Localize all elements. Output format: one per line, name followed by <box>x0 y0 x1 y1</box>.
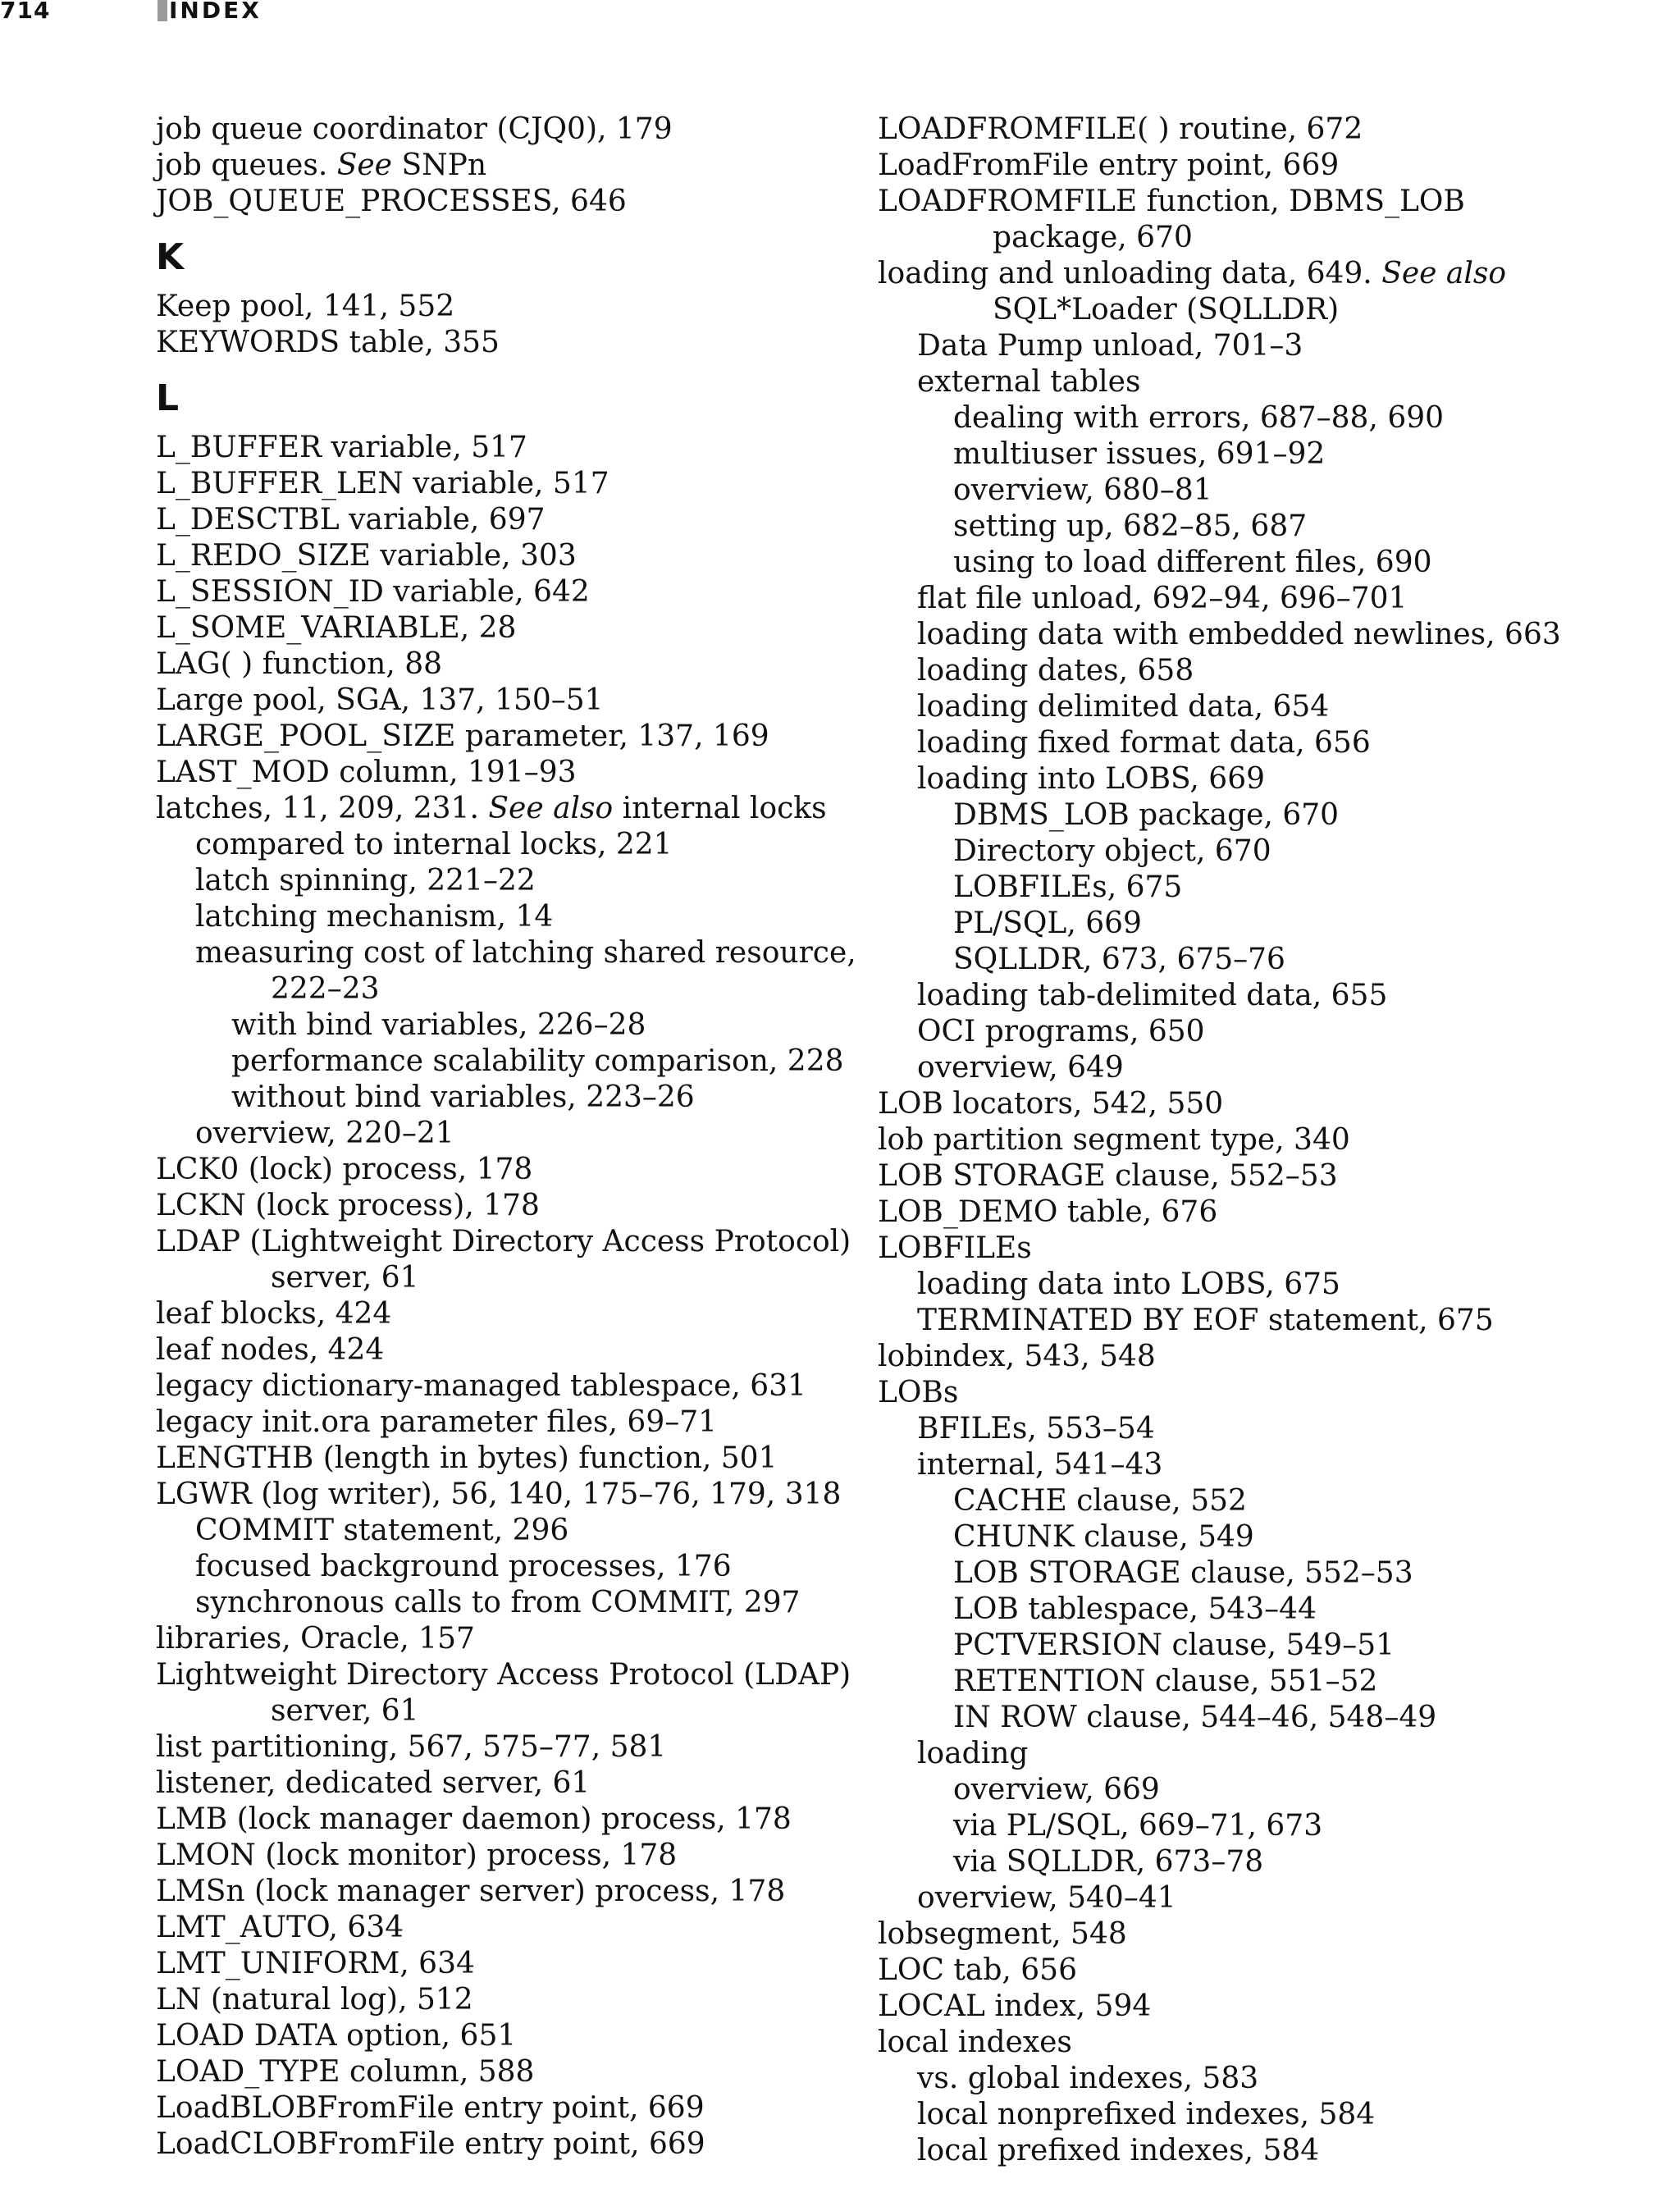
index-entry: leaf nodes, 424 <box>156 1333 385 1367</box>
index-subsubentry: setting up, 682–85, 687 <box>953 509 1308 543</box>
index-subentry: latching mechanism, 14 <box>195 900 554 934</box>
index-subentry: loading fixed format data, 656 <box>917 726 1371 760</box>
index-subentry: loading data into LOBS, 675 <box>917 1268 1340 1301</box>
index-entry: LMON (lock monitor) process, 178 <box>156 1838 678 1872</box>
index-subsubentry: dealing with errors, 687–88, 690 <box>953 401 1445 435</box>
index-entry-continuation: server, 61 <box>271 1694 419 1728</box>
index-entry: job queue coordinator (CJQ0), 179 <box>156 112 673 146</box>
index-entry-continuation: package, 670 <box>993 221 1193 254</box>
index-subentry: overview, 649 <box>917 1051 1124 1085</box>
index-entry: local indexes <box>878 2026 1072 2059</box>
index-subentry: loading <box>917 1737 1029 1770</box>
index-entry: list partitioning, 567, 575–77, 581 <box>156 1730 667 1764</box>
index-entry: listener, dedicated server, 61 <box>156 1766 591 1800</box>
index-entry: LMB (lock manager daemon) process, 178 <box>156 1802 792 1836</box>
index-entry: LOAD DATA option, 651 <box>156 2019 517 2053</box>
see-also-reference: See also <box>1381 257 1507 290</box>
index-subsubentry: via SQLLDR, 673–78 <box>953 1845 1264 1879</box>
index-entry: Lightweight Directory Access Protocol (LDAP) <box>156 1658 851 1692</box>
index-subentry: vs. global indexes, 583 <box>917 2062 1259 2095</box>
index-entry: Keep pool, 141, 552 <box>156 290 455 323</box>
index-entry: LoadFromFile entry point, 669 <box>878 148 1340 182</box>
index-subsubentry: IN ROW clause, 544–46, 548–49 <box>953 1701 1437 1734</box>
entry-text: job queues. <box>156 148 337 182</box>
index-entry: LMT_UNIFORM, 634 <box>156 1947 475 1980</box>
index-subsubentry: multiuser issues, 691–92 <box>953 437 1326 471</box>
index-entry: lobindex, 543, 548 <box>878 1340 1156 1373</box>
index-subentry: loading tab-delimited data, 655 <box>917 979 1388 1012</box>
index-entry: LoadCLOBFromFile entry point, 669 <box>156 2127 705 2161</box>
index-subsubentry: LOB STORAGE clause, 552–53 <box>953 1556 1413 1590</box>
index-subentry: COMMIT statement, 296 <box>195 1514 569 1547</box>
index-subsubentry: CACHE clause, 552 <box>953 1484 1247 1518</box>
index-subsubentry: Directory object, 670 <box>953 834 1271 868</box>
index-subsubentry: CHUNK clause, 549 <box>953 1520 1254 1554</box>
entry-text: latches, 11, 209, 231. <box>156 792 489 825</box>
index-entry: LGWR (log writer), 56, 140, 175–76, 179, 318 <box>156 1478 842 1511</box>
index-subsubentry: overview, 669 <box>953 1773 1160 1806</box>
index-entry <box>156 148 861 184</box>
index-entry: LDAP (Lightweight Directory Access Protocol) <box>156 1225 851 1258</box>
index-entry: LN (natural log), 512 <box>156 1983 473 2017</box>
index-entry <box>156 791 861 827</box>
index-subentry: external tables <box>917 365 1141 399</box>
index-subsubentry: without bind variables, 223–26 <box>231 1080 695 1114</box>
index-entry: leaf blocks, 424 <box>156 1297 392 1331</box>
index-entry: L_BUFFER variable, 517 <box>156 431 527 464</box>
index-entry: LoadBLOBFromFile entry point, 669 <box>156 2091 705 2125</box>
index-entry: legacy dictionary-managed tablespace, 631 <box>156 1369 806 1403</box>
index-entry: LOBs <box>878 1376 959 1409</box>
see-reference: See <box>336 148 392 182</box>
index-entry: LOB_DEMO table, 676 <box>878 1195 1218 1229</box>
index-subentry: loading dates, 658 <box>917 654 1194 687</box>
index-entry: JOB_QUEUE_PROCESSES, 646 <box>156 185 627 218</box>
index-entry <box>878 256 1616 292</box>
letter-heading-k: K <box>156 236 185 278</box>
index-entry: L_BUFFER_LEN variable, 517 <box>156 467 609 500</box>
index-subentry: measuring cost of latching shared resource, <box>195 936 856 970</box>
see-also-reference: See also <box>488 792 614 825</box>
index-subsubentry: RETENTION clause, 551–52 <box>953 1665 1378 1698</box>
index-entry-continuation: SQL*Loader (SQLLDR) <box>993 293 1340 327</box>
index-subentry: Data Pump unload, 701–3 <box>917 329 1303 363</box>
index-column-right <box>878 112 1616 2169</box>
index-subentry: compared to internal locks, 221 <box>195 828 673 861</box>
index-subsubentry: via PL/SQL, 669–71, 673 <box>953 1809 1323 1843</box>
index-subsubentry: using to load different files, 690 <box>953 546 1432 579</box>
entry-text: SNPn <box>392 148 487 182</box>
index-entry: legacy init.ora parameter files, 69–71 <box>156 1405 718 1439</box>
index-subsubentry: SQLLDR, 673, 675–76 <box>953 943 1285 976</box>
index-entry: LOBFILEs <box>878 1231 1032 1265</box>
index-entry: LARGE_POOL_SIZE parameter, 137, 169 <box>156 719 769 753</box>
index-subsubentry: PL/SQL, 669 <box>953 907 1142 940</box>
index-entry: LOADFROMFILE( ) routine, 672 <box>878 112 1363 146</box>
index-subentry: overview, 220–21 <box>195 1117 454 1150</box>
index-subentry: focused background processes, 176 <box>195 1550 732 1583</box>
page-number: 714 <box>0 0 51 24</box>
letter-heading-l: L <box>156 377 180 419</box>
index-subentry: TERMINATED BY EOF statement, 675 <box>917 1304 1494 1337</box>
index-entry: LOB STORAGE clause, 552–53 <box>878 1159 1338 1193</box>
index-entry: LCKN (lock process), 178 <box>156 1189 540 1222</box>
index-subentry: loading delimited data, 654 <box>917 690 1330 724</box>
index-entry: LOCAL index, 594 <box>878 1989 1152 2023</box>
index-subentry: local prefixed indexes, 584 <box>917 2134 1320 2167</box>
index-subsubentry: performance scalability comparison, 228 <box>231 1044 844 1078</box>
index-entry-continuation: 222–23 <box>271 972 380 1006</box>
index-subentry: internal, 541–43 <box>917 1448 1163 1482</box>
index-subentry: OCI programs, 650 <box>917 1015 1205 1048</box>
index-entry: L_DESCTBL variable, 697 <box>156 503 546 537</box>
index-subentry: local nonprefixed indexes, 584 <box>917 2098 1376 2131</box>
index-entry: LENGTHB (length in bytes) function, 501 <box>156 1441 778 1475</box>
index-entry: L_REDO_SIZE variable, 303 <box>156 539 577 573</box>
index-subsubentry: DBMS_LOB package, 670 <box>953 798 1340 832</box>
index-subentry: latch spinning, 221–22 <box>195 864 536 898</box>
page-header <box>0 0 1680 33</box>
index-subentry: flat file unload, 692–94, 696–701 <box>917 582 1408 615</box>
index-entry: lobsegment, 548 <box>878 1917 1127 1951</box>
index-subentry: loading data with embedded newlines, 663 <box>917 618 1561 651</box>
entry-text: internal locks <box>613 792 827 825</box>
index-column-left <box>156 112 861 2163</box>
index-entry: LOB locators, 542, 550 <box>878 1087 1224 1121</box>
index-entry: KEYWORDS table, 355 <box>156 326 500 359</box>
index-entry: L_SESSION_ID variable, 642 <box>156 575 590 609</box>
index-subsubentry: overview, 680–81 <box>953 473 1212 507</box>
index-entry: LMSn (lock manager server) process, 178 <box>156 1875 786 1908</box>
index-entry: Large pool, SGA, 137, 150–51 <box>156 683 604 717</box>
index-entry: LMT_AUTO, 634 <box>156 1911 404 1944</box>
index-subsubentry: PCTVERSION clause, 549–51 <box>953 1628 1395 1662</box>
index-entry: LOADFROMFILE function, DBMS_LOB <box>878 185 1465 218</box>
index-subentry: BFILEs, 553–54 <box>917 1412 1155 1446</box>
index-entry: lob partition segment type, 340 <box>878 1123 1350 1157</box>
index-subentry: overview, 540–41 <box>917 1881 1176 1915</box>
index-subsubentry: LOB tablespace, 543–44 <box>953 1592 1317 1626</box>
index-subsubentry: LOBFILEs, 675 <box>953 870 1183 904</box>
section-title: INDEX <box>169 0 262 24</box>
index-subsubentry: with bind variables, 226–28 <box>231 1008 646 1042</box>
index-subentry: synchronous calls to from COMMIT, 297 <box>195 1586 801 1619</box>
index-entry: L_SOME_VARIABLE, 28 <box>156 611 517 645</box>
index-entry-continuation: server, 61 <box>271 1261 419 1295</box>
index-subentry: loading into LOBS, 669 <box>917 762 1266 796</box>
index-entry: LOAD_TYPE column, 588 <box>156 2055 535 2089</box>
index-entry: LAST_MOD column, 191–93 <box>156 756 577 789</box>
index-entry: libraries, Oracle, 157 <box>156 1622 475 1656</box>
index-entry: LOC tab, 656 <box>878 1953 1077 1987</box>
index-entry: LAG( ) function, 88 <box>156 647 443 681</box>
entry-text: loading and unloading data, 649. <box>878 257 1382 290</box>
index-entry: LCK0 (lock) process, 178 <box>156 1153 533 1186</box>
header-marker-bar <box>158 0 167 21</box>
